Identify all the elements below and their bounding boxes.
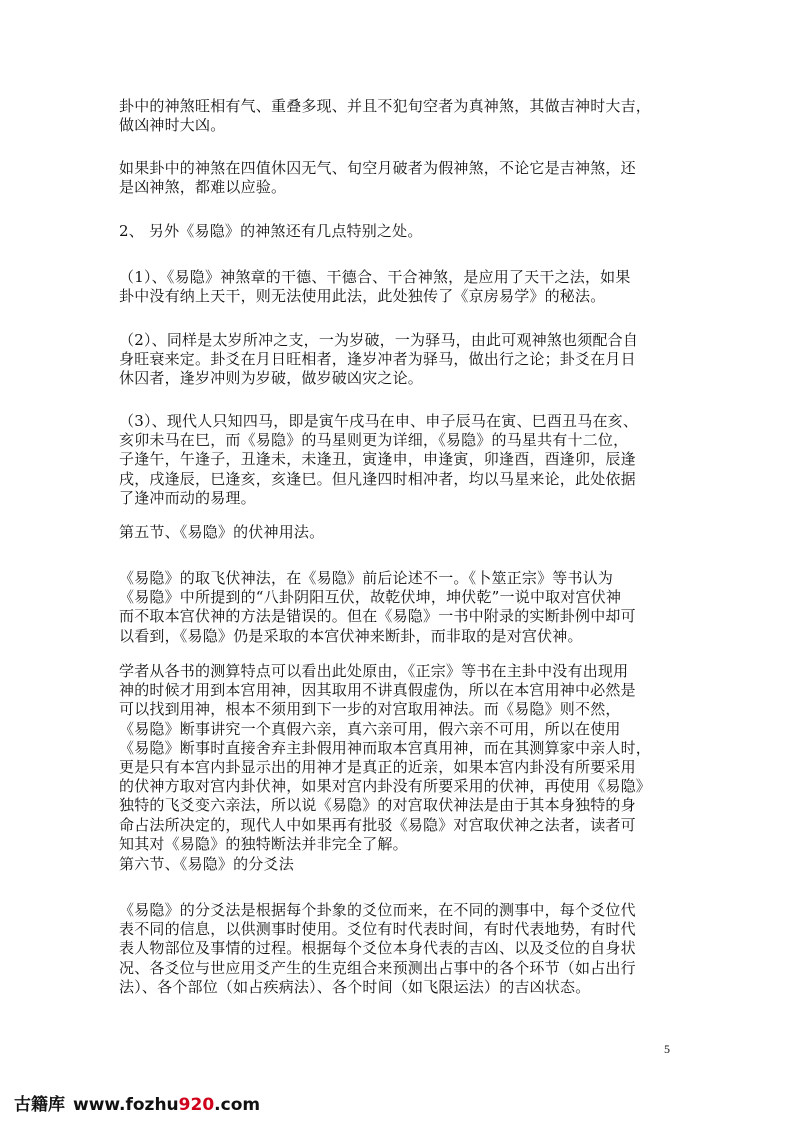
text-line: 知其对《易隐》的独特断法并非完全了解。 <box>119 834 408 853</box>
text-line: 休囚者，逢岁冲则为岁破，做岁破凶灾之论。 <box>119 369 424 388</box>
paragraph-7 <box>119 569 675 646</box>
text-line: 是凶神煞，都难以应验。 <box>119 178 287 197</box>
text-line: 《易隐》的分爻法是根据每个卦象的爻位而来，在不同的测事中，每个爻位代 <box>119 901 636 919</box>
section-heading-6 <box>119 855 675 874</box>
text-line: 况、各爻位与世应用爻产生的生克组合来预测出占事中的各个环节（如占出行 <box>119 958 636 977</box>
text-line: 子逢午，午逢子，丑逢未，未逢丑，寅逢申，申逢寅，卯逢酉，酉逢卯，辰逢 <box>119 450 636 469</box>
text-line: 学者从各书的测算特点可以看出此处原由，《正宗》等书在主卦中没有出现用 <box>119 662 629 680</box>
paragraph-1 <box>119 97 675 135</box>
text-line: 更是只有本宫内卦显示出的用神才是真正的近亲，如果本宫内卦没有所要采用 <box>119 758 636 777</box>
text-line: 《易隐》中所提到的“八卦阴阳互伏，故乾伏坤，坤伏乾”一说中取对宫伏神 <box>119 588 622 607</box>
text-line: （1）、《易隐》神煞章的干德、干德合、干合神煞，是应用了天干之法，如果 <box>119 268 631 286</box>
text-line: 表不同的信息，以供测事时使用。爻位有时代表时间，有时代表地势，有时代 <box>119 920 636 939</box>
text-line: 第六节、《易隐》的分爻法 <box>119 855 294 873</box>
paragraph-5 <box>119 331 675 389</box>
text-line: 卦中的神煞旺相有气、重叠多现、并且不犯旬空者为真神煞，其做吉神时大吉， <box>119 97 652 115</box>
text-line: 的伏神方取对宫内卦伏神，如果对宫内卦没有所要采用的伏神，再使用《易隐》 <box>119 777 652 796</box>
paragraph-8 <box>119 662 675 854</box>
text-line: 身旺衰来定。卦爻在月日旺相者，逢岁冲者为驿马，做出行之论；卦爻在月日 <box>119 350 636 369</box>
text-line: 第五节、《易隐》的伏神用法。 <box>119 523 325 541</box>
text-line: 了逢冲而动的易理。 <box>119 488 256 507</box>
text-line: （3）、现代人只知四马，即是寅午戌马在申、申子辰马在寅、巳酉丑马在亥、 <box>119 412 639 430</box>
text-line: 法）、各个部位（如占疾病法）、各个时间（如飞限运法）的吉凶状态。 <box>119 977 591 996</box>
text-line: 如果卦中的神煞在四值休囚无气、旬空月破者为假神煞，不论它是吉神煞，还 <box>119 159 636 177</box>
footer-url-number: 920 <box>178 1095 215 1115</box>
text-line: 独特的飞爻变六亲法，所以说《易隐》的对宫取伏神法是由于其本身独特的身 <box>119 796 636 815</box>
text-line: 做凶神时大凶。 <box>119 116 226 135</box>
footer-url-part: www.fozhu <box>73 1095 179 1115</box>
text-line: 命占法所决定的，现代人中如果再有批驳《易隐》对宫取伏神之法者，读者可 <box>119 815 636 834</box>
text-line: 《易隐》的取飞伏神法，在《易隐》前后论述不一。《卜筮正宗》等书认为 <box>119 569 614 587</box>
paragraph-4 <box>119 268 675 306</box>
text-line: 神的时候才用到本宫用神，因其取用不讲真假虚伪，所以在本宫用神中必然是 <box>119 681 636 700</box>
paragraph-6 <box>119 412 675 508</box>
text-line: 表人物部位及事情的过程。根据每个爻位本身代表的吉凶、以及爻位的自身状 <box>119 939 636 958</box>
footer-url-suffix: .com <box>214 1095 261 1115</box>
footer-brand: 古籍库 <box>14 1095 65 1115</box>
text-line: 卦中没有纳上天干，则无法使用此法，此处独传了《京房易学》的秘法。 <box>119 287 606 306</box>
footer-watermark[interactable] <box>14 1090 260 1115</box>
text-line: （2）、同样是太岁所冲之支，一为岁破，一为驿马，由此可观神煞也须配合自 <box>119 331 639 349</box>
paragraph-2 <box>119 159 675 197</box>
text-line: 亥卯未马在巳，而《易隐》的马星则更为详细，《易隐》的马星共有十二位， <box>119 431 629 450</box>
text-line: 《易隐》断事讲究一个真假六亲，真六亲可用，假六亲不可用，所以在使用 <box>119 719 621 738</box>
text-line: 《易隐》断事时直接舍弃主卦假用神而取本宫真用神，而在其测算家中亲人时， <box>119 738 652 757</box>
text-line: 可以找到用神，根本不须用到下一步的对宫取用神法。而《易隐》则不然， <box>119 700 621 719</box>
paragraph-9 <box>119 901 675 997</box>
text-line: 而不取本宫伏神的方法是错误的。但在《易隐》一书中附录的实断卦例中却可 <box>119 607 636 626</box>
paragraph-3 <box>119 222 675 241</box>
text-line: 以看到，《易隐》仍是采取的本宫伏神来断卦，而非取的是对宫伏神。 <box>119 626 583 645</box>
text-line: 2、 另外《易隐》的神煞还有几点特别之处。 <box>119 222 423 240</box>
section-heading-5 <box>119 523 675 542</box>
text-line: 戌，戌逢辰，巳逢亥，亥逢巳。但凡逢四时相冲者，均以马星来论，此处依据 <box>119 469 636 488</box>
page-number: 5 <box>664 1042 670 1056</box>
